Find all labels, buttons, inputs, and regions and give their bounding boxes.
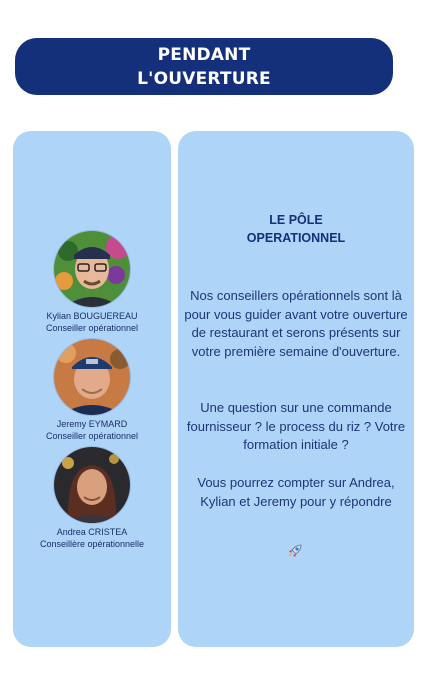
team-member-role: Conseiller opérationnel [45,431,139,441]
avatar-andrea [54,447,130,523]
header-title-line2: L'OUVERTURE [137,68,271,89]
pole-title [178,211,414,247]
team-member-role: Conseiller opérationnel [45,323,139,333]
rocket-icon [286,542,304,560]
pole-paragraph-contacts: Vous pourrez compter sur Andrea, Kylian et Jeremy pour y répondre [197,475,395,509]
pole-paragraph-intro: Nos conseillers opérationnels sont là pour vous guider avant votre ouverture de restaurant et serons présents sur votre première semaine d'ouverture. [184,288,408,359]
team-member-name: Jeremy EYMARD [56,419,128,429]
team-member-kylian [13,231,171,334]
pole-paragraph-questions: Une question sur une commande fournisseur ? le process du riz ? Votre formation initiale ? [186,400,406,452]
page-header [15,38,393,95]
pole-card [178,131,414,647]
team-member-jeremy [13,339,171,442]
team-member-name: Andrea CRISTEA [56,527,128,537]
team-card [13,131,171,647]
pole-title-line1: LE PÔLE [269,213,323,227]
avatar-jeremy [54,339,130,415]
avatar-kylian [54,231,130,307]
team-member-role: Conseillère opérationnelle [39,539,145,549]
pole-title-line2: OPERATIONNEL [246,231,346,245]
team-member-andrea [13,447,171,550]
team-member-name: Kylian BOUGUEREAU [46,311,138,321]
header-title-line1: PENDANT [157,44,251,65]
